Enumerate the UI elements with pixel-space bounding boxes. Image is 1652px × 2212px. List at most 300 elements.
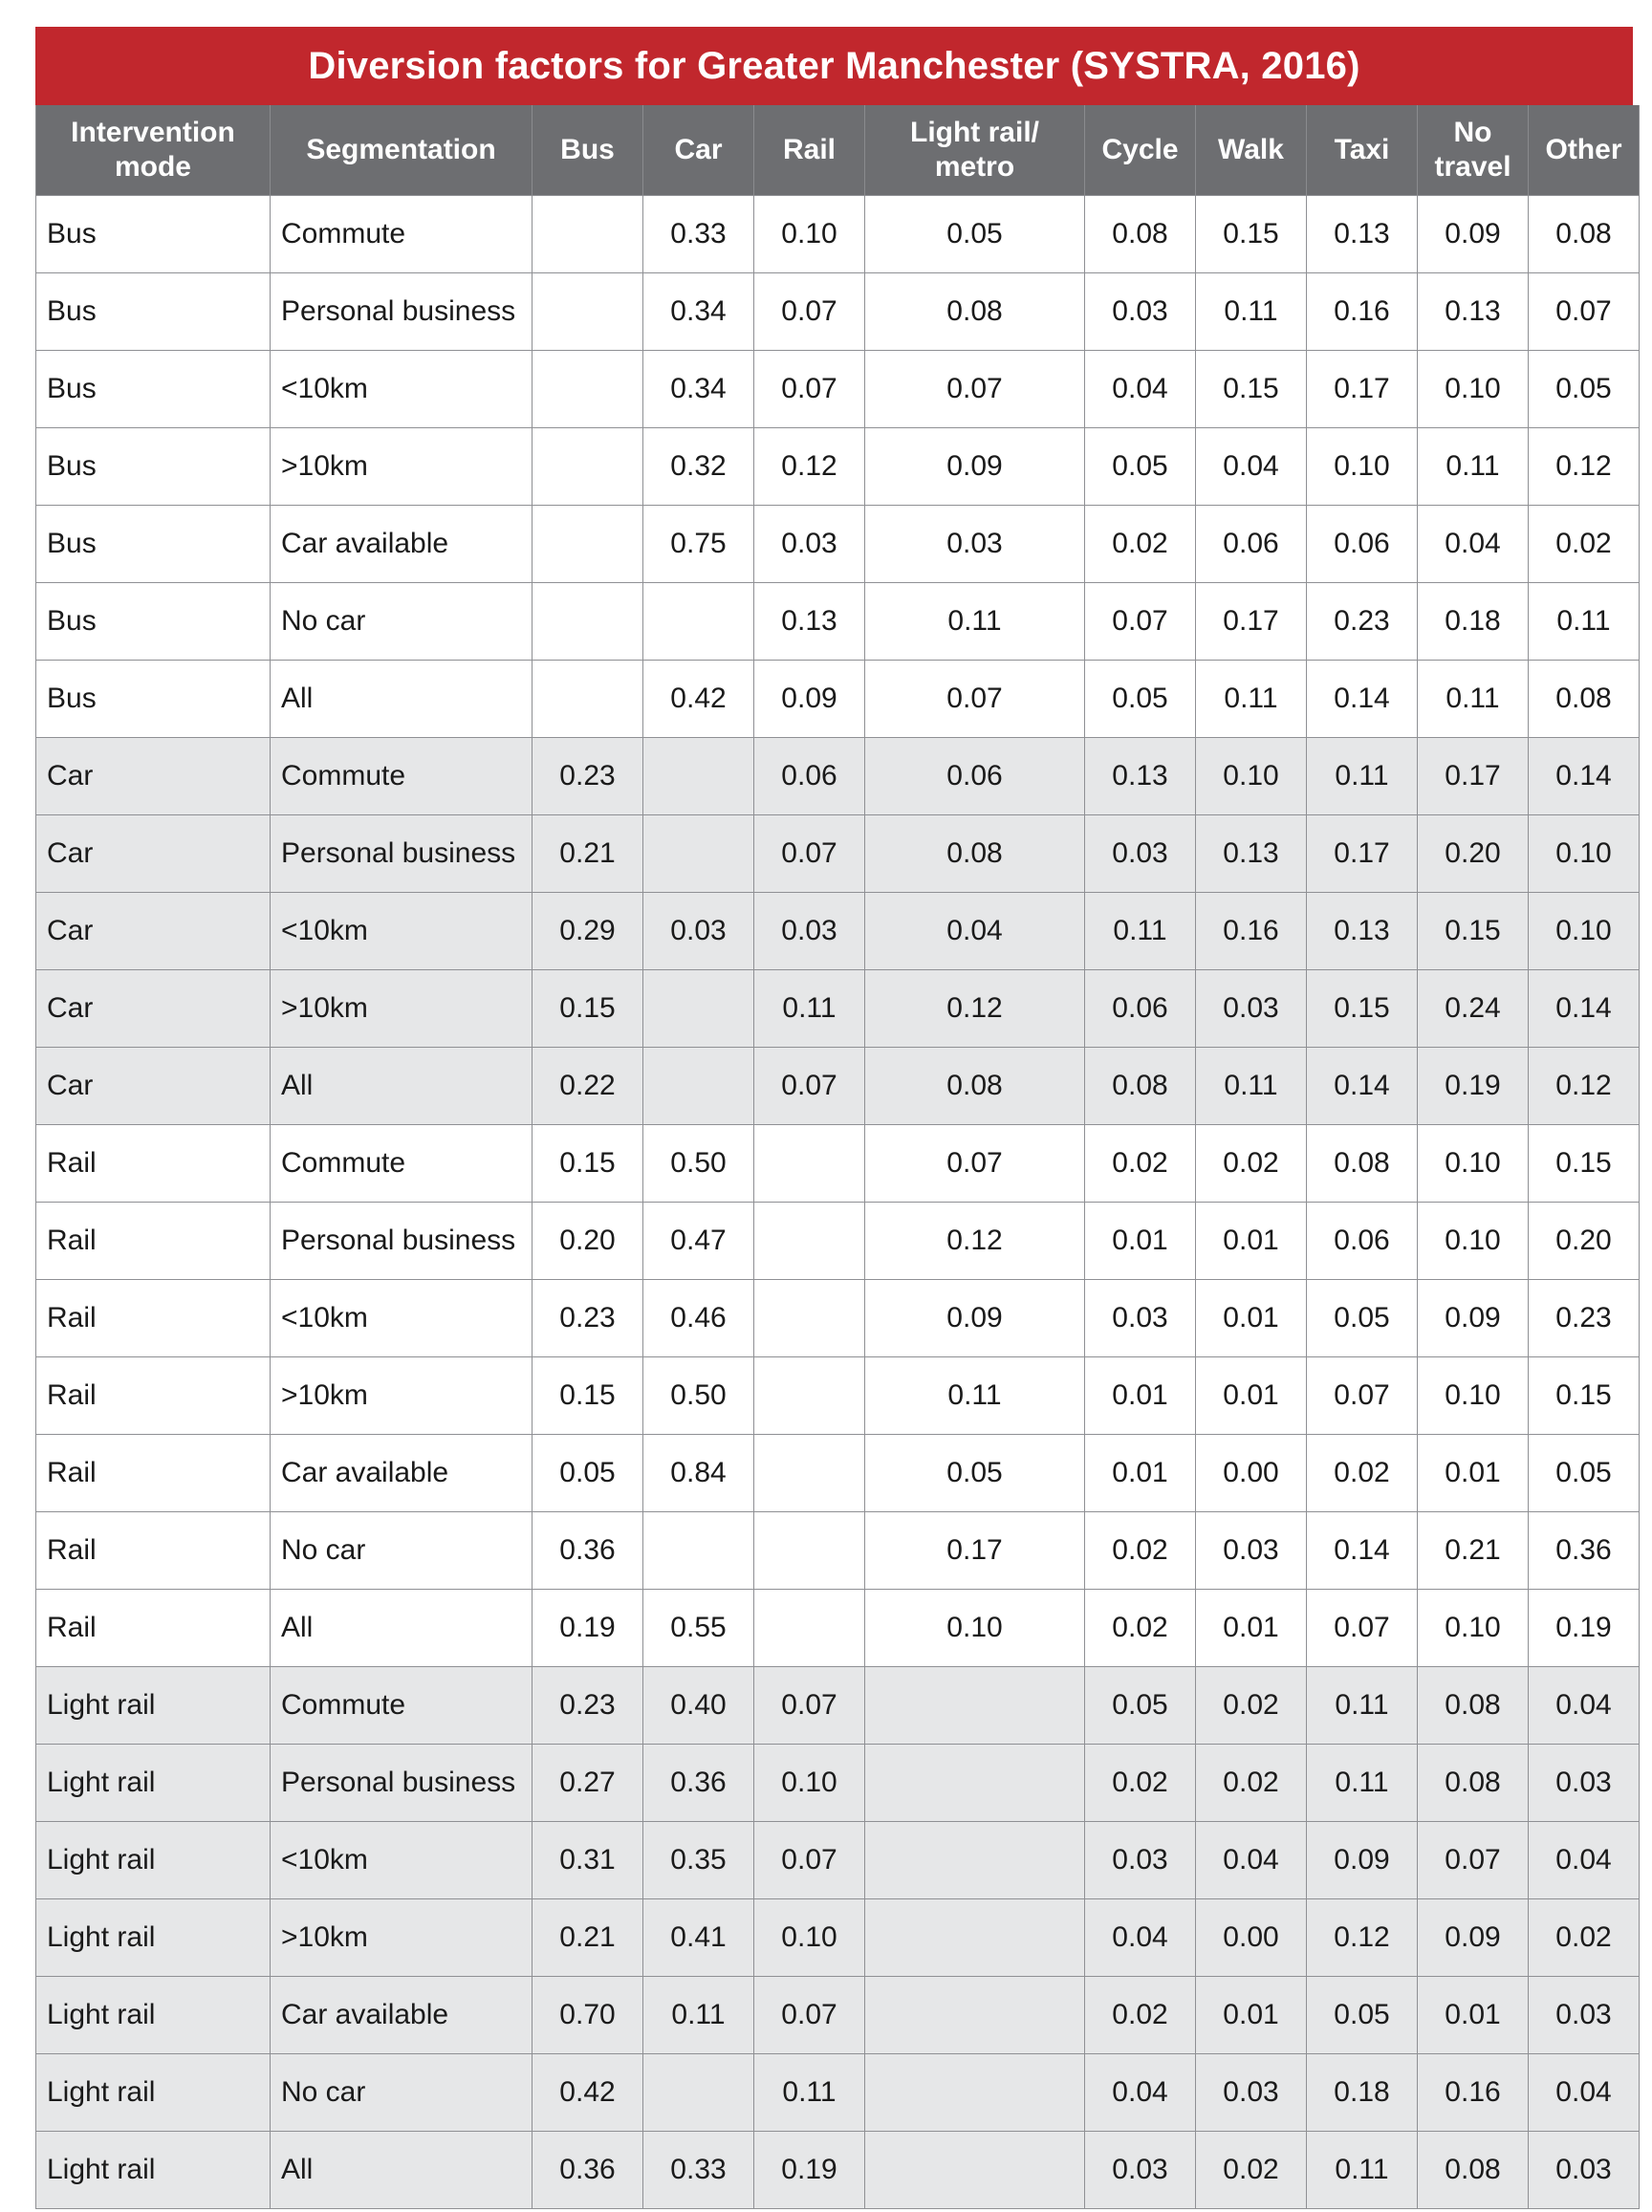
- cell-cycle: 0.08: [1085, 1048, 1196, 1125]
- cell-light-rail-metro: 0.07: [865, 351, 1085, 428]
- cell-bus: 0.21: [533, 1899, 643, 1977]
- cell-car: 0.46: [643, 1280, 754, 1357]
- cell-rail: [754, 1280, 865, 1357]
- cell-rail: [754, 1512, 865, 1590]
- cell-walk: 0.01: [1196, 1203, 1307, 1280]
- cell-car: 0.50: [643, 1357, 754, 1435]
- cell-no-travel: 0.20: [1418, 815, 1529, 893]
- cell-taxi: 0.05: [1307, 1977, 1418, 2054]
- cell-segmentation: Commute: [271, 1667, 533, 1745]
- cell-other: 0.05: [1529, 351, 1640, 428]
- table-body: [36, 196, 1640, 2209]
- cell-car: [643, 738, 754, 815]
- cell-no-travel: 0.18: [1418, 583, 1529, 661]
- cell-cycle: 0.06: [1085, 970, 1196, 1048]
- cell-bus: 0.23: [533, 738, 643, 815]
- cell-taxi: 0.15: [1307, 970, 1418, 1048]
- cell-other: 0.36: [1529, 1512, 1640, 1590]
- cell-taxi: 0.23: [1307, 583, 1418, 661]
- cell-other: 0.23: [1529, 1280, 1640, 1357]
- cell-other: 0.02: [1529, 506, 1640, 583]
- cell-car: 0.75: [643, 506, 754, 583]
- cell-car: 0.50: [643, 1125, 754, 1203]
- cell-other: 0.15: [1529, 1125, 1640, 1203]
- cell-no-travel: 0.07: [1418, 1822, 1529, 1899]
- cell-taxi: 0.11: [1307, 738, 1418, 815]
- cell-other: 0.02: [1529, 1899, 1640, 1977]
- cell-no-travel: 0.01: [1418, 1977, 1529, 2054]
- cell-car: 0.33: [643, 2132, 754, 2209]
- cell-segmentation: All: [271, 2132, 533, 2209]
- cell-cycle: 0.05: [1085, 1667, 1196, 1745]
- header-row: [36, 105, 1640, 196]
- cell-walk: 0.04: [1196, 1822, 1307, 1899]
- table-row: [36, 196, 1640, 273]
- cell-car: 0.36: [643, 1745, 754, 1822]
- cell-taxi: 0.06: [1307, 506, 1418, 583]
- cell-no-travel: 0.13: [1418, 273, 1529, 351]
- cell-mode: Bus: [36, 506, 271, 583]
- cell-no-travel: 0.17: [1418, 738, 1529, 815]
- cell-rail: [754, 1435, 865, 1512]
- table-row: [36, 661, 1640, 738]
- cell-walk: 0.03: [1196, 2054, 1307, 2132]
- cell-car: 0.34: [643, 351, 754, 428]
- table-row: [36, 1590, 1640, 1667]
- cell-light-rail-metro: 0.17: [865, 1512, 1085, 1590]
- cell-car: 0.40: [643, 1667, 754, 1745]
- cell-cycle: 0.03: [1085, 815, 1196, 893]
- cell-cycle: 0.02: [1085, 1590, 1196, 1667]
- cell-mode: Rail: [36, 1280, 271, 1357]
- cell-bus: 0.29: [533, 893, 643, 970]
- cell-light-rail-metro: 0.12: [865, 1203, 1085, 1280]
- cell-other: 0.08: [1529, 661, 1640, 738]
- cell-mode: Bus: [36, 661, 271, 738]
- cell-car: 0.47: [643, 1203, 754, 1280]
- cell-cycle: 0.04: [1085, 351, 1196, 428]
- cell-rail: 0.06: [754, 738, 865, 815]
- header-segmentation: Segmentation: [271, 105, 533, 196]
- cell-rail: 0.07: [754, 1048, 865, 1125]
- cell-mode: Car: [36, 1048, 271, 1125]
- cell-rail: 0.13: [754, 583, 865, 661]
- cell-no-travel: 0.10: [1418, 351, 1529, 428]
- cell-cycle: 0.01: [1085, 1203, 1196, 1280]
- cell-mode: Rail: [36, 1203, 271, 1280]
- cell-bus: 0.23: [533, 1667, 643, 1745]
- header-intervention-mode: Intervention mode: [36, 105, 271, 196]
- cell-cycle: 0.11: [1085, 893, 1196, 970]
- cell-segmentation: >10km: [271, 1899, 533, 1977]
- cell-light-rail-metro: 0.09: [865, 428, 1085, 506]
- cell-car: [643, 1512, 754, 1590]
- cell-walk: 0.11: [1196, 273, 1307, 351]
- cell-bus: [533, 273, 643, 351]
- cell-car: [643, 1048, 754, 1125]
- cell-taxi: 0.08: [1307, 1125, 1418, 1203]
- cell-cycle: 0.13: [1085, 738, 1196, 815]
- cell-mode: Bus: [36, 351, 271, 428]
- cell-mode: Car: [36, 815, 271, 893]
- cell-light-rail-metro: 0.08: [865, 1048, 1085, 1125]
- cell-bus: [533, 196, 643, 273]
- cell-no-travel: 0.11: [1418, 661, 1529, 738]
- cell-light-rail-metro: 0.08: [865, 273, 1085, 351]
- cell-walk: 0.02: [1196, 1667, 1307, 1745]
- cell-other: 0.03: [1529, 2132, 1640, 2209]
- cell-cycle: 0.04: [1085, 2054, 1196, 2132]
- cell-other: 0.04: [1529, 1822, 1640, 1899]
- cell-other: 0.14: [1529, 738, 1640, 815]
- cell-light-rail-metro: 0.07: [865, 1125, 1085, 1203]
- cell-bus: 0.15: [533, 1357, 643, 1435]
- cell-segmentation: All: [271, 1590, 533, 1667]
- table-row: [36, 273, 1640, 351]
- table-row: [36, 428, 1640, 506]
- cell-mode: Bus: [36, 583, 271, 661]
- cell-no-travel: 0.09: [1418, 196, 1529, 273]
- cell-car: [643, 583, 754, 661]
- cell-rail: 0.09: [754, 661, 865, 738]
- cell-rail: 0.11: [754, 2054, 865, 2132]
- table-row: [36, 1125, 1640, 1203]
- cell-light-rail-metro: 0.03: [865, 506, 1085, 583]
- cell-taxi: 0.17: [1307, 351, 1418, 428]
- cell-cycle: 0.01: [1085, 1435, 1196, 1512]
- cell-light-rail-metro: [865, 2132, 1085, 2209]
- table-row: [36, 1048, 1640, 1125]
- cell-light-rail-metro: 0.05: [865, 1435, 1085, 1512]
- cell-taxi: 0.11: [1307, 2132, 1418, 2209]
- cell-walk: 0.01: [1196, 1590, 1307, 1667]
- cell-light-rail-metro: [865, 1822, 1085, 1899]
- cell-walk: 0.01: [1196, 1280, 1307, 1357]
- cell-cycle: 0.01: [1085, 1357, 1196, 1435]
- cell-taxi: 0.13: [1307, 893, 1418, 970]
- cell-bus: 0.27: [533, 1745, 643, 1822]
- table-row: [36, 1203, 1640, 1280]
- cell-no-travel: 0.21: [1418, 1512, 1529, 1590]
- cell-walk: 0.02: [1196, 1125, 1307, 1203]
- cell-walk: 0.11: [1196, 1048, 1307, 1125]
- cell-bus: [533, 583, 643, 661]
- table-row: [36, 2132, 1640, 2209]
- cell-segmentation: >10km: [271, 1357, 533, 1435]
- cell-walk: 0.15: [1196, 351, 1307, 428]
- cell-cycle: 0.02: [1085, 506, 1196, 583]
- cell-other: 0.14: [1529, 970, 1640, 1048]
- cell-bus: 0.36: [533, 2132, 643, 2209]
- cell-mode: Light rail: [36, 1745, 271, 1822]
- cell-segmentation: Personal business: [271, 815, 533, 893]
- cell-bus: 0.23: [533, 1280, 643, 1357]
- cell-rail: 0.07: [754, 1822, 865, 1899]
- cell-cycle: 0.03: [1085, 273, 1196, 351]
- cell-segmentation: Personal business: [271, 273, 533, 351]
- cell-taxi: 0.17: [1307, 815, 1418, 893]
- cell-other: 0.08: [1529, 196, 1640, 273]
- cell-rail: 0.10: [754, 1745, 865, 1822]
- cell-segmentation: <10km: [271, 1280, 533, 1357]
- cell-cycle: 0.02: [1085, 1125, 1196, 1203]
- cell-no-travel: 0.09: [1418, 1280, 1529, 1357]
- table-row: [36, 738, 1640, 815]
- cell-taxi: 0.09: [1307, 1822, 1418, 1899]
- cell-mode: Car: [36, 893, 271, 970]
- cell-no-travel: 0.16: [1418, 2054, 1529, 2132]
- cell-walk: 0.06: [1196, 506, 1307, 583]
- cell-walk: 0.03: [1196, 970, 1307, 1048]
- cell-light-rail-metro: 0.05: [865, 196, 1085, 273]
- cell-bus: 0.42: [533, 2054, 643, 2132]
- cell-taxi: 0.10: [1307, 428, 1418, 506]
- cell-bus: 0.20: [533, 1203, 643, 1280]
- cell-car: 0.34: [643, 273, 754, 351]
- cell-light-rail-metro: [865, 1667, 1085, 1745]
- cell-car: 0.84: [643, 1435, 754, 1512]
- header-cycle: Cycle: [1085, 105, 1196, 196]
- header-bus: Bus: [533, 105, 643, 196]
- cell-bus: 0.21: [533, 815, 643, 893]
- cell-rail: 0.07: [754, 273, 865, 351]
- cell-car: 0.11: [643, 1977, 754, 2054]
- cell-cycle: 0.02: [1085, 1745, 1196, 1822]
- cell-cycle: 0.05: [1085, 428, 1196, 506]
- cell-other: 0.03: [1529, 1977, 1640, 2054]
- cell-no-travel: 0.19: [1418, 1048, 1529, 1125]
- cell-walk: 0.17: [1196, 583, 1307, 661]
- cell-no-travel: 0.10: [1418, 1590, 1529, 1667]
- cell-light-rail-metro: [865, 1745, 1085, 1822]
- cell-no-travel: 0.01: [1418, 1435, 1529, 1512]
- cell-mode: Rail: [36, 1435, 271, 1512]
- table-row: [36, 1899, 1640, 1977]
- cell-other: 0.04: [1529, 2054, 1640, 2132]
- cell-bus: 0.15: [533, 970, 643, 1048]
- cell-segmentation: All: [271, 1048, 533, 1125]
- cell-bus: 0.31: [533, 1822, 643, 1899]
- cell-taxi: 0.18: [1307, 2054, 1418, 2132]
- header-rail: Rail: [754, 105, 865, 196]
- cell-light-rail-metro: 0.11: [865, 1357, 1085, 1435]
- cell-segmentation: Commute: [271, 196, 533, 273]
- cell-other: 0.04: [1529, 1667, 1640, 1745]
- table-row: [36, 2054, 1640, 2132]
- cell-light-rail-metro: 0.07: [865, 661, 1085, 738]
- cell-other: 0.10: [1529, 815, 1640, 893]
- cell-car: 0.41: [643, 1899, 754, 1977]
- cell-other: 0.10: [1529, 893, 1640, 970]
- header-light-rail-metro: Light rail/ metro: [865, 105, 1085, 196]
- header-car: Car: [643, 105, 754, 196]
- cell-cycle: 0.02: [1085, 1977, 1196, 2054]
- cell-segmentation: Commute: [271, 738, 533, 815]
- cell-segmentation: Personal business: [271, 1203, 533, 1280]
- cell-mode: Rail: [36, 1125, 271, 1203]
- table-row: [36, 1822, 1640, 1899]
- cell-taxi: 0.11: [1307, 1667, 1418, 1745]
- cell-taxi: 0.07: [1307, 1590, 1418, 1667]
- cell-other: 0.19: [1529, 1590, 1640, 1667]
- cell-light-rail-metro: 0.06: [865, 738, 1085, 815]
- table-row: [36, 583, 1640, 661]
- cell-segmentation: <10km: [271, 351, 533, 428]
- cell-mode: Light rail: [36, 1822, 271, 1899]
- cell-rail: 0.03: [754, 893, 865, 970]
- cell-mode: Light rail: [36, 1899, 271, 1977]
- cell-car: [643, 815, 754, 893]
- cell-light-rail-metro: [865, 1977, 1085, 2054]
- cell-rail: 0.07: [754, 351, 865, 428]
- cell-walk: 0.00: [1196, 1435, 1307, 1512]
- cell-rail: 0.07: [754, 1667, 865, 1745]
- cell-other: 0.11: [1529, 583, 1640, 661]
- cell-segmentation: Car available: [271, 506, 533, 583]
- cell-bus: 0.22: [533, 1048, 643, 1125]
- cell-rail: 0.12: [754, 428, 865, 506]
- cell-segmentation: >10km: [271, 970, 533, 1048]
- cell-walk: 0.13: [1196, 815, 1307, 893]
- table-row: [36, 970, 1640, 1048]
- cell-other: 0.20: [1529, 1203, 1640, 1280]
- table-row: [36, 1977, 1640, 2054]
- cell-taxi: 0.12: [1307, 1899, 1418, 1977]
- cell-light-rail-metro: 0.12: [865, 970, 1085, 1048]
- cell-walk: 0.10: [1196, 738, 1307, 815]
- cell-segmentation: <10km: [271, 1822, 533, 1899]
- cell-segmentation: No car: [271, 2054, 533, 2132]
- cell-no-travel: 0.04: [1418, 506, 1529, 583]
- cell-bus: 0.36: [533, 1512, 643, 1590]
- table-row: [36, 893, 1640, 970]
- cell-cycle: 0.04: [1085, 1899, 1196, 1977]
- table-row: [36, 815, 1640, 893]
- cell-segmentation: All: [271, 661, 533, 738]
- cell-taxi: 0.13: [1307, 196, 1418, 273]
- cell-walk: 0.00: [1196, 1899, 1307, 1977]
- cell-mode: Car: [36, 738, 271, 815]
- cell-cycle: 0.08: [1085, 196, 1196, 273]
- cell-rail: 0.07: [754, 1977, 865, 2054]
- cell-light-rail-metro: 0.10: [865, 1590, 1085, 1667]
- cell-cycle: 0.05: [1085, 661, 1196, 738]
- cell-light-rail-metro: [865, 1899, 1085, 1977]
- cell-rail: 0.03: [754, 506, 865, 583]
- cell-bus: [533, 661, 643, 738]
- cell-car: [643, 970, 754, 1048]
- cell-mode: Car: [36, 970, 271, 1048]
- cell-walk: 0.01: [1196, 1357, 1307, 1435]
- cell-rail: 0.11: [754, 970, 865, 1048]
- cell-segmentation: <10km: [271, 893, 533, 970]
- cell-car: 0.32: [643, 428, 754, 506]
- cell-segmentation: No car: [271, 1512, 533, 1590]
- cell-no-travel: 0.15: [1418, 893, 1529, 970]
- table-row: [36, 1512, 1640, 1590]
- cell-bus: 0.05: [533, 1435, 643, 1512]
- cell-cycle: 0.02: [1085, 1512, 1196, 1590]
- cell-car: 0.55: [643, 1590, 754, 1667]
- cell-mode: Light rail: [36, 1667, 271, 1745]
- cell-segmentation: Commute: [271, 1125, 533, 1203]
- cell-bus: 0.19: [533, 1590, 643, 1667]
- cell-bus: [533, 506, 643, 583]
- cell-mode: Rail: [36, 1512, 271, 1590]
- cell-walk: 0.04: [1196, 428, 1307, 506]
- cell-rail: [754, 1125, 865, 1203]
- cell-rail: [754, 1590, 865, 1667]
- cell-other: 0.03: [1529, 1745, 1640, 1822]
- cell-taxi: 0.06: [1307, 1203, 1418, 1280]
- cell-no-travel: 0.10: [1418, 1357, 1529, 1435]
- diversion-table-container: [35, 27, 1633, 2209]
- cell-rail: [754, 1203, 865, 1280]
- cell-mode: Bus: [36, 428, 271, 506]
- cell-taxi: 0.11: [1307, 1745, 1418, 1822]
- header-walk: Walk: [1196, 105, 1307, 196]
- cell-taxi: 0.16: [1307, 273, 1418, 351]
- cell-rail: 0.10: [754, 1899, 865, 1977]
- cell-car: [643, 2054, 754, 2132]
- cell-no-travel: 0.24: [1418, 970, 1529, 1048]
- cell-segmentation: >10km: [271, 428, 533, 506]
- cell-car: 0.33: [643, 196, 754, 273]
- cell-no-travel: 0.08: [1418, 2132, 1529, 2209]
- cell-walk: 0.15: [1196, 196, 1307, 273]
- cell-other: 0.05: [1529, 1435, 1640, 1512]
- cell-walk: 0.16: [1196, 893, 1307, 970]
- cell-taxi: 0.14: [1307, 1048, 1418, 1125]
- cell-light-rail-metro: 0.11: [865, 583, 1085, 661]
- cell-no-travel: 0.09: [1418, 1899, 1529, 1977]
- table-row: [36, 1745, 1640, 1822]
- cell-taxi: 0.05: [1307, 1280, 1418, 1357]
- cell-light-rail-metro: 0.09: [865, 1280, 1085, 1357]
- cell-segmentation: Car available: [271, 1435, 533, 1512]
- cell-segmentation: No car: [271, 583, 533, 661]
- header-other: Other: [1529, 105, 1640, 196]
- cell-taxi: 0.07: [1307, 1357, 1418, 1435]
- table-title: Diversion factors for Greater Manchester (SYSTRA, 2016): [35, 27, 1633, 105]
- header-taxi: Taxi: [1307, 105, 1418, 196]
- cell-other: 0.12: [1529, 1048, 1640, 1125]
- table-row: [36, 351, 1640, 428]
- cell-segmentation: Car available: [271, 1977, 533, 2054]
- header-no-travel: No travel: [1418, 105, 1529, 196]
- cell-taxi: 0.14: [1307, 1512, 1418, 1590]
- cell-other: 0.15: [1529, 1357, 1640, 1435]
- cell-other: 0.12: [1529, 428, 1640, 506]
- cell-rail: [754, 1357, 865, 1435]
- cell-walk: 0.11: [1196, 661, 1307, 738]
- cell-no-travel: 0.08: [1418, 1745, 1529, 1822]
- cell-car: 0.42: [643, 661, 754, 738]
- cell-cycle: 0.07: [1085, 583, 1196, 661]
- table-row: [36, 1357, 1640, 1435]
- table-row: [36, 506, 1640, 583]
- cell-bus: 0.70: [533, 1977, 643, 2054]
- cell-no-travel: 0.10: [1418, 1203, 1529, 1280]
- cell-bus: 0.15: [533, 1125, 643, 1203]
- cell-car: 0.03: [643, 893, 754, 970]
- cell-taxi: 0.02: [1307, 1435, 1418, 1512]
- cell-mode: Light rail: [36, 1977, 271, 2054]
- cell-walk: 0.01: [1196, 1977, 1307, 2054]
- cell-cycle: 0.03: [1085, 1822, 1196, 1899]
- cell-bus: [533, 428, 643, 506]
- cell-mode: Rail: [36, 1590, 271, 1667]
